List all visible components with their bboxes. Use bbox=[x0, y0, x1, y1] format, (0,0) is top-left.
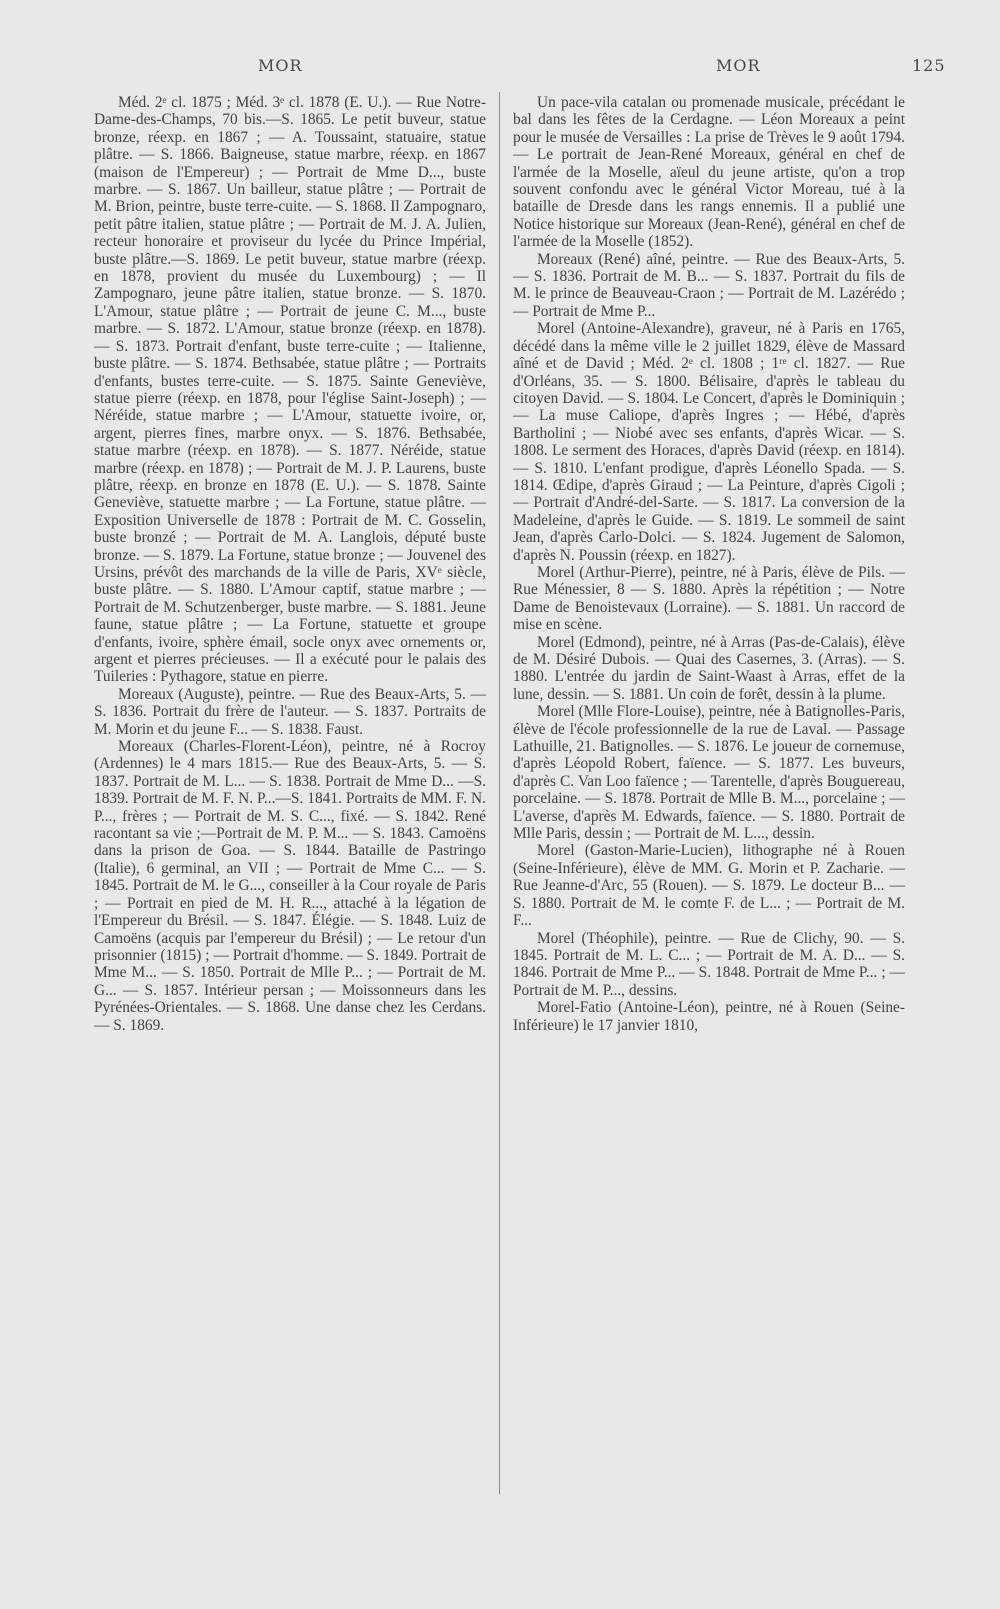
entry-paragraph: Moreaux (René) aîné, peintre. — Rue des Beaux-Arts, 5. — S. 1836. Portrait de M. B... — S. 1837. Portrait du fils de M. le prince de Beauveau-Craon ; — Portrait de M. Lazérédo ;— Portrait de Mme P... bbox=[513, 250, 905, 320]
entry-paragraph: Moreaux (Charles-Florent-Léon), peintre, né à Rocroy (Ardennes) le 4 mars 1815.— Rue des Beaux-Arts, 5. — S. 1837. Portrait de M. L... — S. 1838. Portrait de Mme D... —S. 1839. Portrait de M. F. N. P...—S. 1841. Portraits de MM. F. N. P..., frères ; — Portrait de M. S. C..., fixé. — S. 1842. René racontant sa vie ;—Portrait de M. P. M... — S. 1843. Camoëns dans la prison de Goa. — S. 1844. Bataille de Pastringo (Italie), 6 germinal, an VII ; — Portrait de Mme C... — S. 1845. Portrait de M. le G..., conseiller à la Cour royale de Paris ; — Portrait en pied de M. H. R..., attaché à la légation de l'Empereur du Brésil. — S. 1847. Élégie. — S. 1848. Luiz de Camoëns (acquis par l'empereur du Brésil) ; — Le retour d'un prisonnier (1815) ; — Portrait d'homme. — S. 1849. Portrait de Mme M... — S. 1850. Portrait de Mlle P... ; — Portrait de M. G... — S. 1857. Intérieur persan ; — Moissonneurs dans les Pyrénées-Orientales. — S. 1868. Une danse chez les Cerdans. — S. 1869. bbox=[94, 738, 486, 1034]
entry-paragraph: Morel-Fatio (Antoine-Léon), peintre, né à Rouen (Seine-Inférieure) le 17 janvier 1810, bbox=[513, 999, 905, 1034]
right-running-title: MOR bbox=[716, 56, 761, 75]
entry-paragraph: Morel (Antoine-Alexandre), graveur, né à Paris en 1765, décédé dans la même ville le 2 juillet 1829, élève de Massard aîné et de David ; Méd. 2ᵉ cl. 1808 ; 1ʳᵉ cl. 1827. — Rue d'Orléans, 35. — S. 1800. Bélisaire, d'après le tableau du citoyen David. — S. 1804. Le Concert, d'après le Dominiquin ; — La muse Caliope, d'après Ingres ; — Hébé, d'après Bartholini ; — Niobé avec ses enfants, d'après Wicar. — S. 1808. Le serment des Horaces, d'après David (réexp. en 1814). — S. 1810. L'enfant prodigue, d'après Léonello Spada. — S. 1814. Œdipe, d'après Giraud ; — La Peinture, d'après Cigoli ; — Portrait d'André-del-Sarte. — S. 1817. La conversion de la Madeleine, d'après le Guide. — S. 1819. Le sommeil de saint Jean, d'après Carlo-Dolci. — S. 1824. Jugement de Salomon, d'après N. Poussin (réexp. en 1827). bbox=[513, 320, 905, 564]
right-column bbox=[513, 94, 905, 1034]
left-column bbox=[94, 94, 486, 1034]
entry-paragraph: Méd. 2ᵉ cl. 1875 ; Méd. 3ᵉ cl. 1878 (E. U.). — Rue Notre-Dame-des-Champs, 70 bis.—S. 1865. Le petit buveur, statue bronze, réexp. en 1867 ; — A. Toussaint, statuaire, statue plâtre. — S. 1866. Baigneuse, statue marbre, réexp. en 1867 (maison de l'Empereur) ; — Portrait de Mme D..., buste marbre. — S. 1867. Un bailleur, statue plâtre ; — Portrait de M. Brion, peintre, buste terre-cuite. — S. 1868. Il Zampognaro, petit pâtre italien, statue plâtre ; — Portrait de M. J. A. Julien, recteur honoraire et proviseur du lycée du Prince Impérial, buste plâtre.—S. 1869. Le petit buveur, statue marbre (réexp. en 1878, provient du musée du Luxembourg) ; — Il Zampognaro, jeune pâtre italien, statue bronze. — S. 1870. L'Amour, statue plâtre ; — Portrait de jeune C. M..., buste marbre. — S. 1872. L'Amour, statue bronze (réexp. en 1878). — S. 1873. Portrait d'enfant, buste terre-cuite ; — Italienne, buste plâtre. — S. 1874. Bethsabée, statue plâtre ; — Portraits d'enfants, bustes terre-cuite. — S. 1875. Sainte Geneviève, statue pierre (réexp. en 1878, pour l'église Saint-Joseph) ; — Néréide, statue marbre ; — L'Amour, statuette ivoire, or, argent, pierres fines, marbre onyx. — S. 1876. Bethsabée, statue marbre (réexp. en 1878). — S. 1877. Néréide, statue marbre (réexp. en 1878) ; — Portrait de M. J. P. Laurens, buste plâtre, réexp. en bronze en 1878 (E. U.). — S. 1878. Sainte Geneviève, statuette marbre ; — La Fortune, statue plâtre. — Exposition Universelle de 1878 : Portrait de M. C. Gosselin, buste bronzé ; — Portrait de M. A. Langlois, député buste bronze. — S. 1879. La Fortune, statue bronze ; — Jouvenel des Ursins, prévôt des marchands de la ville de Paris, XVᵉ siècle, buste plâtre. — S. 1880. L'Amour captif, statue marbre ; — Portrait de M. Schutzenberger, buste marbre. — S. 1881. Jeune faune, statue plâtre ; — La Fortune, statuette et groupe d'enfants, ivoire, sphère émail, socle onyx avec ornements or, argent et pierres précieuses. — Il a exécuté pour le palais des Tuileries : Pythagore, statue en pierre. bbox=[94, 94, 486, 686]
entry-paragraph: Morel (Mlle Flore-Louise), peintre, née à Batignolles-Paris, élève de l'école professionnelle de la rue de Laval. — Passage Lathuille, 21. Batignolles. — S. 1876. Le joueur de cornemuse, d'après Léopold Robert, faïence. — S. 1877. Les buveurs, d'après C. Van Loo faïence ; — Tarentelle, d'après Bouguereau, porcelaine. — S. 1878. Portrait de Mlle B. M..., porcelaine ; — L'averse, d'après M. Edwards, faïence. — S. 1880. Portrait de Mlle Paris, dessin ; — Portrait de M. L..., dessin. bbox=[513, 703, 905, 843]
left-running-title: MOR bbox=[258, 56, 303, 75]
page-number: 125 bbox=[912, 56, 946, 75]
entry-paragraph: Morel (Gaston-Marie-Lucien), lithographe né à Rouen (Seine-Inférieure), élève de MM. G. Morin et P. Zacharie. — Rue Jeanne-d'Arc, 55 (Rouen). — S. 1879. Le docteur B... — S. 1880. Portrait de M. le comte F. de L... ; — Portrait de M. F... bbox=[513, 842, 905, 930]
column-divider bbox=[499, 92, 500, 1494]
entry-paragraph: Moreaux (Auguste), peintre. — Rue des Beaux-Arts, 5. — S. 1836. Portrait du frère de l'auteur. — S. 1837. Portraits de M. Morin et du jeune F... — S. 1838. Faust. bbox=[94, 685, 486, 738]
entry-paragraph: Morel (Théophile), peintre. — Rue de Clichy, 90. — S. 1845. Portrait de M. L. C... ; — Portrait de M. A. D... — S. 1846. Portrait de Mme P... — S. 1848. Portrait de Mme P... ; — Portrait de M. P..., dessins. bbox=[513, 929, 905, 999]
running-header bbox=[0, 56, 1000, 80]
entry-paragraph: Morel (Edmond), peintre, né à Arras (Pas-de-Calais), élève de M. Désiré Dubois. — Quai des Casernes, 3. (Arras). — S. 1880. L'entrée du jardin de Saint-Waast à Arras, effet de la lune, dessin. — S. 1881. Un coin de forêt, dessin à la plume. bbox=[513, 633, 905, 703]
entry-paragraph: Un pace-vila catalan ou promenade musicale, précédant le bal dans les fêtes de la Cerdagne. — Léon Moreaux a peint pour le musée de Versailles : La prise de Trèves le 9 août 1794. — Le portrait de Jean-René Moreaux, général en chef de l'armée de la Moselle, aïeul du jeune artiste, qu'on a trop souvent confondu avec le général Victor Moreau, tué à la bataille de Dresde dans les rangs ennemis. Il a publié une Notice historique sur Moreaux (Jean-René), général en chef de l'armée de la Moselle (1852). bbox=[513, 94, 905, 251]
entry-paragraph: Morel (Arthur-Pierre), peintre, né à Paris, élève de Pils. — Rue Ménessier, 8 — S. 1880. Après la répétition ; — Notre Dame de Benoistevaux (Lorraine). — S. 1881. Un raccord de mise en scène. bbox=[513, 563, 905, 634]
